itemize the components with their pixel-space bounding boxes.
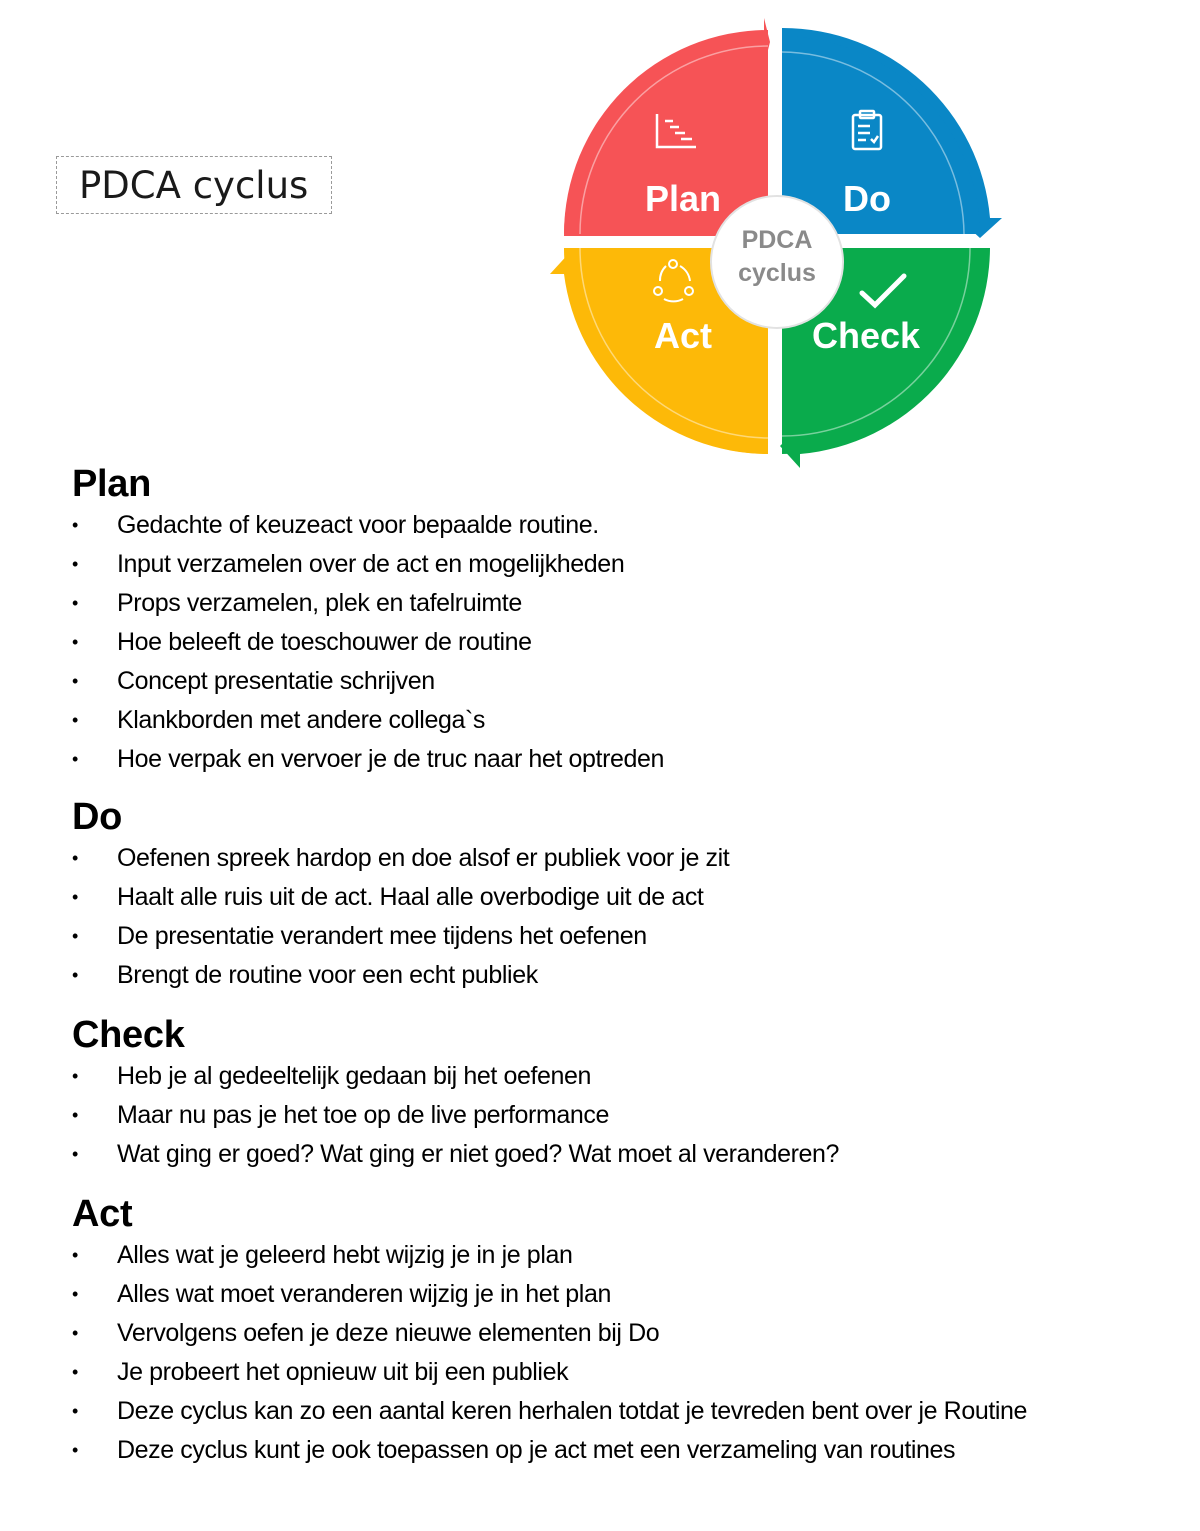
list-item: • Deze cyclus kan zo een aantal keren herhalen totdat je tevreden bent over je Routine (72, 1392, 1182, 1431)
list-item: • Gedachte of keuzeact voor bepaalde routine. (72, 506, 1182, 545)
do-list (72, 839, 1182, 995)
plan-label: Plan (644, 178, 722, 219)
list-item: • Brengt de routine voor een echt publiek (72, 956, 1182, 995)
list-item: • Haalt alle ruis uit de act. Haal alle overbodige uit de act (72, 878, 1182, 917)
list-item: • Concept presentatie schrijven (72, 662, 1182, 701)
do-heading: Do (72, 796, 123, 838)
do-section (72, 795, 1182, 995)
list-item: • De presentatie verandert mee tijdens het oefenen (72, 917, 1182, 956)
act-heading: Act (72, 1193, 133, 1235)
list-item: • Oefenen spreek hardop en doe alsof er publiek voor je zit (72, 839, 1182, 878)
document-title: PDCA cyclus (56, 156, 332, 214)
list-item: • Input verzamelen over de act en mogelijkheden (72, 545, 1182, 584)
list-item: • Heb je al gedeeltelijk gedaan bij het oefenen (72, 1057, 1182, 1096)
center-label-line2: cyclus (738, 259, 816, 287)
list-item: • Alles wat moet veranderen wijzig je in het plan (72, 1275, 1182, 1314)
act-section (72, 1192, 1182, 1470)
plan-list (72, 506, 1182, 779)
list-item: • Hoe beleeft de toeschouwer de routine (72, 623, 1182, 662)
pdca-explanation (72, 462, 1182, 1470)
list-item: • Deze cyclus kunt je ook toepassen op je act met een verzameling van routines (72, 1431, 1182, 1470)
plan-section (72, 462, 1182, 779)
list-item: • Vervolgens oefen je deze nieuwe elementen bij Do (72, 1314, 1182, 1353)
list-item: • Props verzamelen, plek en tafelruimte (72, 584, 1182, 623)
check-heading: Check (72, 1014, 185, 1056)
do-label: Do (843, 178, 891, 219)
list-item: • Alles wat je geleerd hebt wijzig je in je plan (72, 1236, 1182, 1275)
check-section (72, 1013, 1182, 1174)
pdca-cycle-diagram (540, 8, 1010, 478)
list-item: • Wat ging er goed? Wat ging er niet goed? Wat moet al veranderen? (72, 1135, 1182, 1174)
list-item: • Klankborden met andere collega`s (72, 701, 1182, 740)
check-list (72, 1057, 1182, 1174)
act-list (72, 1236, 1182, 1470)
list-item: • Hoe verpak en vervoer je de truc naar het optreden (72, 740, 1182, 779)
check-label: Check (811, 315, 921, 356)
list-item: • Je probeert het opnieuw uit bij een publiek (72, 1353, 1182, 1392)
center-label-line1: PDCA (741, 226, 813, 254)
list-item: • Maar nu pas je het toe op de live performance (72, 1096, 1182, 1135)
plan-heading: Plan (72, 463, 152, 505)
act-label: Act (653, 315, 713, 356)
